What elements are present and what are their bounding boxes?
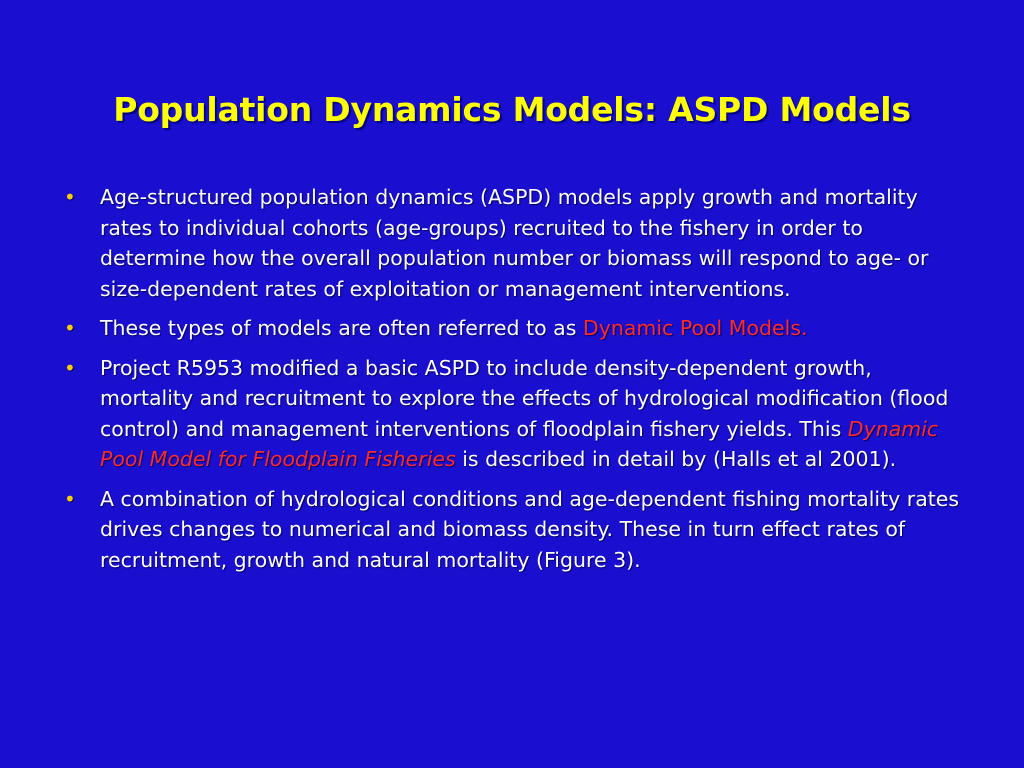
slide-title: Population Dynamics Models: ASPD Models — [113, 90, 911, 129]
bullet-text: A combination of hydrological conditions and age-dependent fishing mortality rates drives changes to numerical and biomass density. These in turn effect rates of recruitment, growth and natural mortality (Figure 3). — [100, 486, 960, 572]
bullet-dot-icon: • — [64, 355, 76, 380]
bullet-item-1 — [62, 182, 962, 304]
bullet-item-4 — [62, 484, 962, 576]
bullet-text: Project R5953 modified a basic ASPD to include density-dependent growth, mortality and recruitment to explore the effects of hydrological modification (flood control) and management interventions of floodplain fishery yields. This — [100, 355, 949, 441]
bullet-item-2 — [62, 313, 962, 344]
highlight-model-name: Dynamic Pool Model for Floodplain Fisheries — [100, 416, 939, 471]
bullet-text: These types of models are often referred to as — [100, 316, 583, 340]
bullet-list — [62, 182, 962, 584]
bullet-item-3 — [62, 353, 962, 475]
bullet-text: Age-structured population dynamics (ASPD) models apply growth and mortality rates to individual cohorts (age-groups) recruited to the fishery in order to determine how the overall population number or biomass will respond to age- or size-dependent rates of exploitation or management interventions. — [100, 185, 929, 301]
bullet-dot-icon: • — [64, 486, 76, 511]
highlight-term: Dynamic Pool Models. — [582, 316, 808, 340]
bullet-dot-icon: • — [64, 185, 76, 209]
bullet-text-after: is described in detail by (Halls et al 2001). — [455, 447, 897, 471]
bullet-dot-icon: • — [64, 316, 76, 340]
